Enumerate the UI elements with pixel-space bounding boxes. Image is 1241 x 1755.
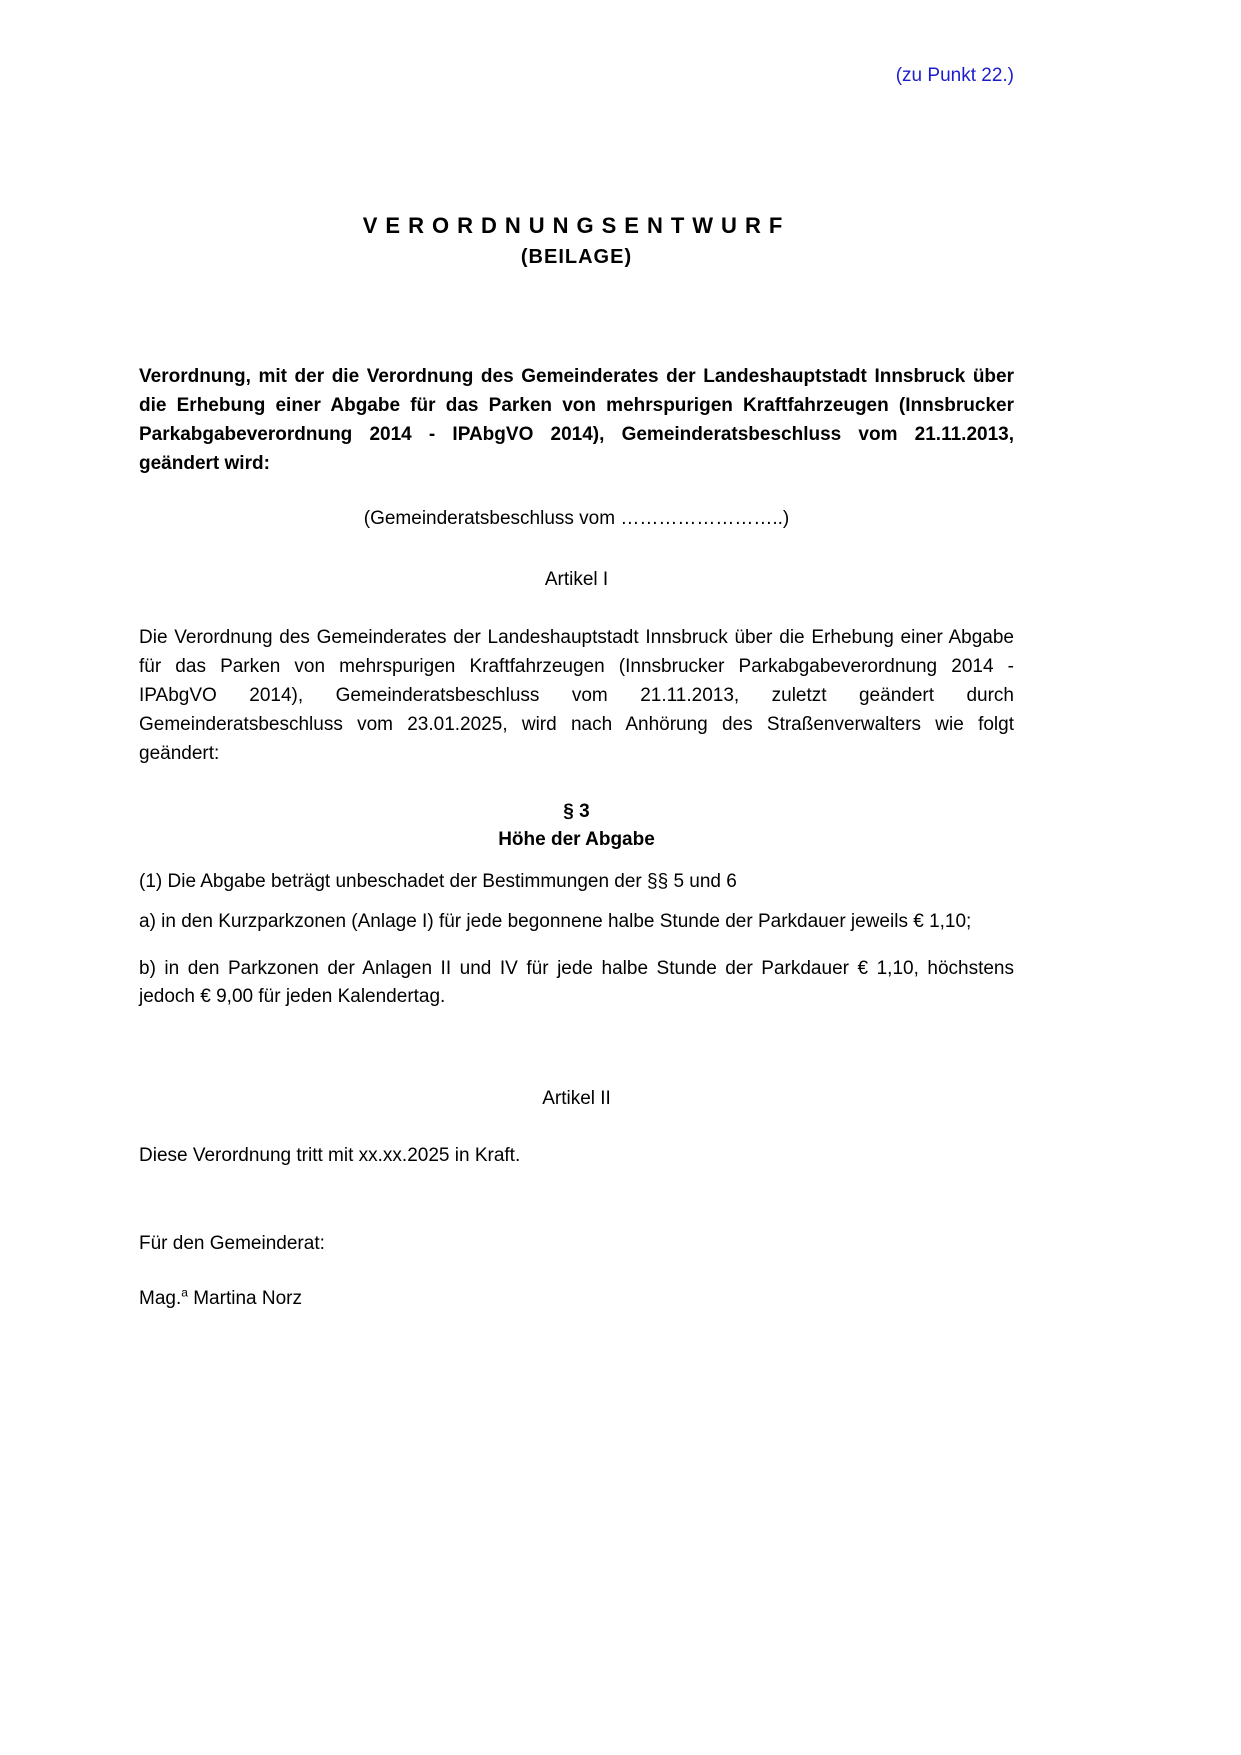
closing-for-line: Für den Gemeinderat: bbox=[139, 1233, 325, 1254]
signer-name-line bbox=[139, 1285, 1014, 1313]
article-1-heading: Artikel I bbox=[544, 569, 609, 590]
document-subtitle: (BEILAGE) bbox=[520, 246, 633, 268]
document-title: VERORDNUNGSENTWURF bbox=[362, 213, 791, 238]
signer-superscript: a bbox=[181, 1285, 188, 1300]
section-3-heading bbox=[139, 798, 1014, 854]
preamble-paragraph: Verordnung, mit der die Verordnung des Gemeinderates der Landeshauptstadt Innsbruck über die Erhebung einer Abgabe für das Parken von mehrspurigen Kraftfahrzeugen (Innsbrucker Parkabgabeverordnung 2014 - IPAbgVO 2014), Gemeinderatsbeschluss vom 21.11.2013, geändert wird: bbox=[139, 366, 1014, 474]
section-3-item-a: a) in den Kurzparkzonen (Anlage I) für jede begonnene halbe Stunde der Parkdauer jeweils € 1,10; bbox=[139, 911, 972, 932]
section-3-paragraph-1: (1) Die Abgabe beträgt unbeschadet der Bestimmungen der §§ 5 und 6 bbox=[139, 871, 737, 892]
section-3-title: Höhe der Abgabe bbox=[498, 829, 655, 850]
section-3-number: § 3 bbox=[563, 801, 590, 822]
document-content bbox=[139, 62, 1014, 1313]
signer-prefix: Mag. bbox=[139, 1288, 182, 1309]
article-1-body: Die Verordnung des Gemeinderates der Landeshauptstadt Innsbruck über die Erhebung einer Abgabe für das Parken von mehrspurigen Kraftfahrzeugen (Innsbrucker Parkabgabeverordnung 2014 - IPAbgVO 2014), Gemeinderatsbeschluss vom 21.11.2013, zuletzt geändert durch Gemeinderatsbeschluss vom 23.01.2025, wird nach Anhörung des Straßenverwalters wie folgt geändert: bbox=[139, 627, 1014, 764]
article-2-body: Diese Verordnung tritt mit xx.xx.2025 in Kraft. bbox=[139, 1145, 521, 1166]
signer-name: Martina Norz bbox=[187, 1288, 302, 1309]
reference-note: (zu Punkt 22.) bbox=[895, 65, 1014, 86]
resolution-date-line: (Gemeinderatsbeschluss vom ……………………..) bbox=[363, 508, 790, 529]
section-3-item-b: b) in den Parkzonen der Anlagen II und IV für jede halbe Stunde der Parkdauer € 1,10, höchstens jedoch € 9,00 für jeden Kalendertag. bbox=[139, 958, 1014, 1007]
article-2-heading: Artikel II bbox=[542, 1088, 611, 1109]
